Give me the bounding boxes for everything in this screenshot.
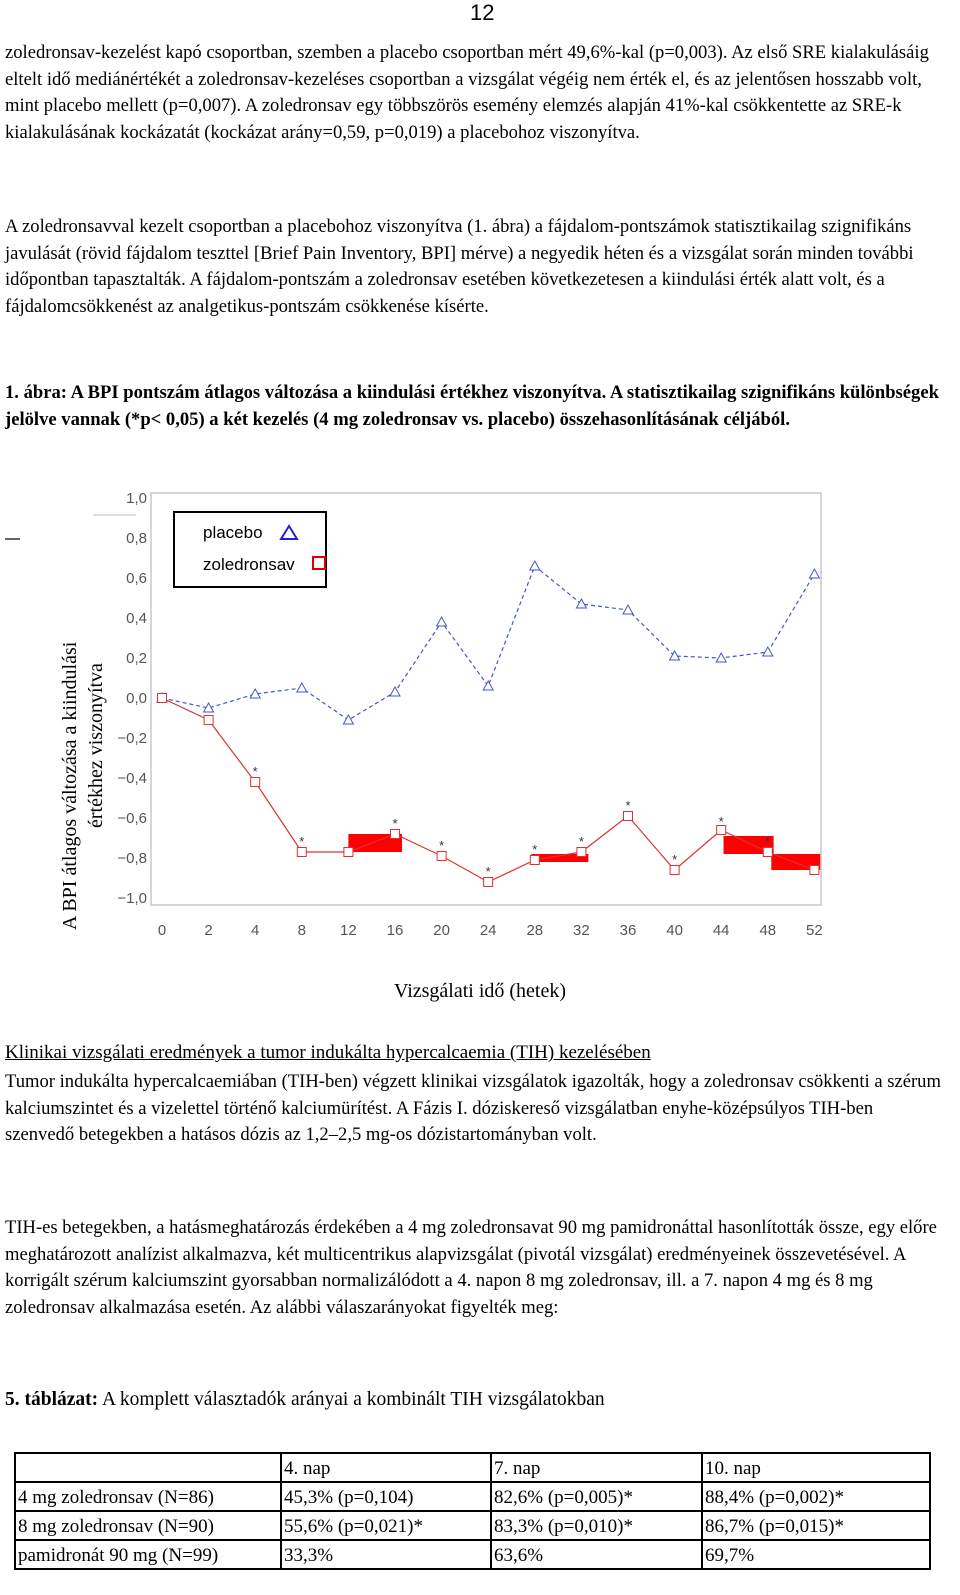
x-tick-label: 2 [204, 922, 213, 939]
y-tick-label: −0,6 [117, 810, 147, 827]
table-cell: 45,3% (p=0,104) [281, 1482, 491, 1511]
page-number: 12 [470, 0, 495, 25]
significance-star: * [625, 798, 631, 813]
y-tick-label: 0,2 [126, 650, 147, 667]
paragraph-tih-intro: Tumor indukálta hypercalcaemiában (TIH-ben) végzett klinikai vizsgálatok igazolták, hogy a zoledronsav csökkenti a szérum kalciumszintet és a vizelettel történő kalciumürítést. A Fázis I. dóziskereső vizsgálatban enyhe-középsúlyos TIH-ben szenvedő betegekben a hatásos dózis az 1,2–2,5 mg-os dózistartományban volt. [5, 1071, 941, 1146]
table-cell: 55,6% (p=0,021)* [281, 1511, 491, 1540]
significance-star: * [252, 764, 258, 779]
point-placebo [437, 617, 447, 626]
table-cell: pamidronát 90 mg (N=99) [15, 1540, 281, 1569]
x-tick-label: 24 [479, 922, 497, 939]
x-tick-label: 12 [340, 922, 357, 939]
x-tick-label: 52 [806, 922, 823, 939]
x-tick-label: 48 [759, 922, 777, 939]
table-cell: 63,6% [491, 1540, 702, 1569]
legend-label-zoledronsav: zoledronsav [203, 555, 295, 574]
point-placebo [297, 683, 307, 692]
x-tick-label: 0 [157, 922, 167, 939]
y-tick-label: −0,2 [117, 730, 147, 747]
table-cell: 83,3% (p=0,010)* [491, 1511, 702, 1540]
point-zoledronsav [344, 848, 353, 857]
point-placebo [483, 681, 493, 690]
table-caption-label: 5. táblázat: [5, 1389, 99, 1410]
chart-legend [174, 512, 326, 587]
significance-star: * [532, 842, 538, 857]
point-zoledronsav [204, 716, 213, 725]
table-cell: 69,7% [702, 1540, 930, 1569]
y-tick-label: −0,8 [117, 850, 147, 867]
y-tick-label: 0,8 [126, 530, 147, 547]
table-row [15, 1540, 930, 1569]
y-tick-label: 1,0 [126, 490, 147, 507]
table-cell: 82,6% (p=0,005)* [491, 1482, 702, 1511]
table-caption [5, 1387, 945, 1414]
table-cell: 88,4% (p=0,002)* [702, 1482, 930, 1511]
significance-star: * [672, 852, 678, 867]
bpi-chart [0, 478, 960, 968]
table-header-cell: 10. nap [702, 1453, 930, 1482]
point-placebo [623, 605, 633, 614]
point-zoledronsav [810, 866, 819, 875]
figure-caption: 1. ábra: A BPI pontszám átlagos változása a kiindulási értékhez viszonyítva. A statisztikailag szignifikáns különbségek jelölve vannak (*p< 0,05) a két kezelés (4 mg zoledronsav vs. placebo) összehasonlításának céljából. [5, 382, 939, 430]
legend-label-placebo: placebo [203, 523, 263, 542]
table-header-cell: 7. nap [491, 1453, 702, 1482]
y-axis-label-line1: A BPI átlagos változása a kiindulási [59, 641, 81, 930]
x-tick-label: 40 [666, 922, 683, 939]
significance-star: * [439, 838, 445, 853]
x-tick-label: 20 [433, 922, 450, 939]
point-placebo [716, 653, 726, 662]
table-cell: 86,7% (p=0,015)* [702, 1511, 930, 1540]
y-tick-label: 0,6 [126, 570, 147, 587]
table-caption-text: A komplett választadók arányai a kombinált TIH vizsgálatokban [98, 1389, 605, 1410]
x-axis-label: Vizsgálati idő (hetek) [393, 980, 567, 1002]
y-tick-label: −1,0 [117, 890, 147, 907]
table-row [15, 1511, 930, 1540]
x-tick-label: 4 [251, 922, 260, 939]
point-placebo [670, 651, 680, 660]
table-row [15, 1482, 930, 1511]
point-placebo [390, 687, 400, 696]
significance-star: * [392, 816, 398, 831]
point-placebo [763, 647, 773, 656]
x-tick-label: 8 [297, 922, 306, 939]
point-placebo [530, 561, 540, 570]
point-zoledronsav [158, 694, 167, 703]
paragraph-tih-comparison: TIH-es betegekben, a hatásmeghatározás érdekében a 4 mg zoledronsavat 90 mg pamidronáttal hasonlították össze, egy előre meghatározott analízist alkalmazva, két multicentrikus alapvizsgálat (pivotál vizsgálat) eredményeinek összevetésével. A korrigált szérum kalciumszint gyorsabban normalizálódott a 4. napon 8 mg zoledronsav, ill. a 7. napon 4 mg és 8 mg zoledronsav alkalmazása esetén. Az alábbi válaszarányokat figyelték meg: [5, 1217, 937, 1318]
x-tick-label: 16 [386, 922, 404, 939]
y-tick-label: −0,4 [117, 770, 147, 787]
significance-star: * [765, 834, 771, 849]
y-tick-label: 0,4 [126, 610, 147, 627]
series-line-zoledronsav [162, 698, 814, 882]
table-cell: 8 mg zoledronsav (N=90) [15, 1511, 281, 1540]
significance-star: * [578, 834, 584, 849]
table-header-cell [15, 1453, 281, 1482]
x-tick-label: 28 [526, 922, 544, 939]
section-heading: Klinikai vizsgálati eredmények a tumor indukálta hypercalcaemia (TIH) kezelésében [5, 1042, 651, 1063]
paragraph-sre: zoledronsav-kezelést kapó csoportban, szemben a placebo csoportban mért 49,6%-kal (p=0,003). Az első SRE kialakulásáig eltelt idő mediánértékét a zoledronsav-kezeléses csoportban a vizsgálat végéig nem érték el, és az jelentősen hosszabb volt, mint placebo mellett (p=0,007). A zoledronsav egy többszörös esemény elemzés alapján 41%-kal csökkentette az SRE-k kialakulásának kockázatát (kockázat arány=0,59, p=0,019) a placebohoz viszonyítva. [5, 42, 929, 143]
significance-star: * [485, 864, 491, 879]
point-placebo [809, 569, 819, 578]
significance-star: * [299, 834, 305, 849]
y-tick-label: 0,0 [126, 690, 147, 707]
point-placebo [576, 599, 586, 608]
y-axis-label-line2: értékhez viszonyítva [85, 663, 107, 828]
table-cell: 4 mg zoledronsav (N=86) [15, 1482, 281, 1511]
x-tick-label: 44 [712, 922, 730, 939]
table-header-cell: 4. nap [281, 1453, 491, 1482]
paragraph-pain-score: A zoledronsavval kezelt csoportban a placebohoz viszonyítva (1. ábra) a fájdalom-pontszámok statisztikailag szignifikáns javulását (rövid fájdalom teszttel [Brief Pain Inventory, BPI] mérve) a negyedik héten és a vizsgálat során minden további időpontban tapasztalták. A fájdalom-pontszám a zoledronsav esetében következetesen a kiindulási érték alatt volt, és a fájdalomcsökkenést az analgetikus-pontszám csökkenése kísérte. [5, 216, 914, 317]
point-placebo [343, 715, 353, 724]
table-header-row [15, 1453, 930, 1482]
x-tick-label: 32 [573, 922, 590, 939]
response-rate-table [14, 1452, 931, 1570]
significance-star: * [718, 814, 724, 829]
x-tick-label: 36 [619, 922, 637, 939]
table-cell: 33,3% [281, 1540, 491, 1569]
